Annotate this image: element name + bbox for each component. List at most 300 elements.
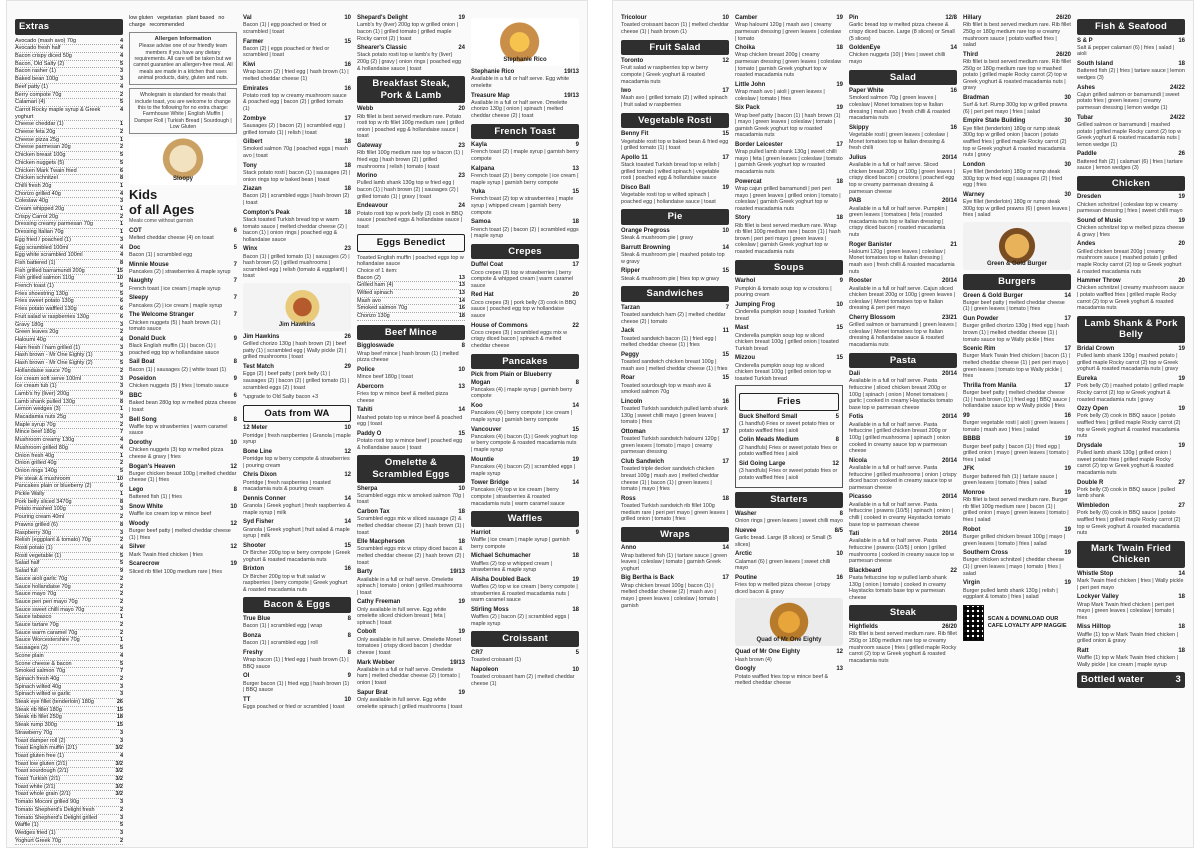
menu-item-price: 8: [835, 437, 839, 444]
photo-quad-hash-brown: Quad of Mr One Eighty: [735, 598, 843, 646]
extra-name: Mushroom creamy 130g: [15, 437, 75, 444]
menu-item-price: 14: [458, 407, 465, 414]
menu-item: [621, 352, 729, 373]
extra-price: 3: [119, 737, 123, 744]
extra-name: Steak rump 300g: [15, 722, 57, 729]
menu-item-description: Rib fillet is best served medium rare. Burger rib fillet 100g medium rare | bacon (1) | grilled onion | mayo | green leaves | tomato | fries | salad: [963, 497, 1069, 524]
menu-item-header: [357, 106, 465, 113]
extra-name: Waffle (1): [15, 822, 39, 829]
menu-item-price: 24/22: [1169, 114, 1185, 121]
menu-item-name: Camber: [735, 15, 758, 21]
menu-item: [243, 425, 351, 446]
menu-item-description: Available in a full or half serve. Pasta fettuccine | sliced chicken breast 200g or 100g | spinach | onion | Monet tomatoes | garlic | cooked in creamy Haystacks tomato base top w parmesan cheese: [849, 378, 953, 411]
extra-price: 1: [119, 491, 123, 498]
menu-item-header: [621, 15, 729, 22]
menu-item-description: (2 handfuls) Fries or sweet potato fries or potato waffled fries | aioli: [739, 444, 838, 458]
menu-item-name: Zombye: [243, 115, 267, 122]
extra-name: Fish grilled barramundi 200g: [15, 267, 85, 274]
menu-item-description: Wrap haloumi 120g | mash avo | creamy parmesan dressing | green leaves | coleslaw | tomato: [735, 22, 842, 42]
menu-item-header: [621, 328, 729, 335]
menu-item-name: Test Match: [243, 364, 274, 371]
menu-item-name: Ross: [621, 495, 636, 502]
menu-item-price: 16: [722, 398, 729, 405]
menu-item-name: Winx: [243, 246, 258, 253]
menu-item-name: Compton's Peak: [243, 209, 290, 216]
menu-item: [243, 334, 351, 361]
extra-name: Raspberry 30g: [15, 529, 52, 536]
extra-row: [15, 607, 123, 615]
menu-item-header: [243, 566, 351, 573]
menu-item-header: [243, 543, 351, 550]
menu-item: [243, 519, 351, 540]
menu-item-price: 22: [572, 322, 579, 329]
extra-price: 5: [119, 645, 123, 652]
menu-item: [1077, 115, 1185, 149]
menu-item: [471, 480, 579, 507]
menu-item: [621, 155, 729, 182]
menu-item-description: Vegetable rosti top w wilted spinach | poached egg | hollandaise sauce | toast: [621, 192, 716, 205]
menu-item-description: (3 handfuls) Fries or sweet potato fries or potato waffled fries | aioli: [739, 468, 838, 481]
qr-code-icon: [963, 605, 984, 641]
menu-item-price: 12: [230, 463, 237, 470]
menu-item: [849, 414, 957, 454]
menu-item-name: Choika: [735, 45, 756, 52]
extra-price: 3: [119, 506, 123, 513]
menu-item-price: 17: [344, 115, 351, 122]
dietary-legend: [129, 15, 237, 28]
menu-item-description: Fries top w melted pizza cheese | crispy diced bacon & gravy: [735, 582, 831, 595]
menu-item-header: [735, 551, 843, 558]
menu-item-description: French toast (2) | berry compote | ice cream | maple syrup | garnish berry compote: [471, 172, 579, 186]
extra-name: Fish grilled salmon 110g: [15, 275, 75, 282]
menu-item-description: Wrap chicken breast 200g | creamy parmesan dressing | green leaves | coleslaw | tomato | garnish Greek yoghurt top w roasted macadamia nuts: [735, 52, 842, 79]
menu-item-header: [1077, 115, 1185, 122]
menu-item-price: 6: [233, 393, 237, 400]
extra-name: Cheese parmesan 20g: [15, 144, 71, 151]
extra-row: [15, 684, 123, 692]
menu-item-name: Freshy: [243, 649, 263, 656]
menu-item-price: 19: [458, 689, 465, 696]
extra-row: [15, 545, 123, 553]
extra-price: 5: [119, 159, 123, 166]
menu-item-price: 10: [230, 440, 237, 447]
menu-item-name: COT: [129, 227, 142, 234]
extra-price: 1: [119, 406, 123, 413]
menu-item-price: 20: [1178, 241, 1185, 248]
menu-item: [243, 616, 351, 630]
extra-row: [15, 360, 123, 368]
menu-item-description: Stack potato rosti top w lamb's fry (liver) 200g (2) | gravy | onion rings | poached egg & hollandaise sauce | toast: [357, 52, 461, 72]
extra-price: 7: [119, 429, 123, 436]
menu-item-header: [471, 166, 579, 173]
menu-item: [129, 393, 237, 414]
menu-item-description: Available in a full or half serve. Pasta fettuccine | grilled chicken breast 200g or 100g | grilled mushrooms | spinach | onion cooked in creamy sauce top w parmesan cheese: [849, 421, 950, 455]
menu-item-price: 16: [344, 85, 351, 92]
extra-name: French toast (1): [15, 283, 54, 290]
menu-item-header: [735, 302, 843, 309]
extra-price: 2: [119, 629, 123, 636]
menu-item-name: Dennis Conner: [243, 495, 286, 502]
menu-item-price: 19: [1178, 194, 1185, 201]
menu-item: [357, 599, 465, 626]
menu-item: [963, 52, 1071, 92]
menu-item-price: 11: [722, 328, 729, 335]
menu-item-name: Monroe: [963, 489, 985, 496]
column-info-kids: [129, 15, 237, 837]
extra-name: Cheese cheddar (1): [15, 121, 64, 128]
menu-item-price: 20/14: [941, 371, 957, 378]
menu-item-header: [129, 312, 237, 319]
menu-item-header: [621, 575, 729, 582]
menu-item-name: Carbon Tax: [357, 509, 390, 516]
extra-row: [15, 553, 123, 561]
menu-item-header: [963, 192, 1071, 199]
column-toast-pancakes: [471, 15, 579, 837]
extra-price: 3: [119, 729, 123, 736]
extra-row: [15, 214, 123, 222]
menu-item-description: Toasted sandwich ham (2) | melted cheddar cheese (2) | tomato: [621, 312, 726, 325]
menu-item-header: [1077, 624, 1185, 631]
menu-item-description: French toast (2) top w strawberries | maple syrup | whipped cream | garnish berry compote: [471, 196, 574, 216]
extra-price: 5: [119, 822, 123, 829]
menu-item-description: Chicken schnitzel | coleslaw top w creamy parmesan dressing | fries | sweet chilli mayo: [1077, 201, 1183, 215]
menu-item-description: Toasted sandwich bacon (1) | fried egg | melted cheddar cheese (1) | fries: [621, 335, 717, 349]
menu-item-header: [735, 649, 843, 656]
extra-price: 3/2: [115, 783, 123, 790]
extra-row: [15, 622, 123, 630]
menu-item-description: Vegetable rosti | green leaves | coleslaw | Monet tomatoes top w Italian dressing & fresh chilli: [849, 132, 948, 152]
menu-item-description: Burger grilled chicken breast 100g | mayo | green leaves | tomato | fries | salad: [963, 533, 1066, 547]
menu-item-price: 19: [458, 629, 465, 636]
menu-item-price: 8: [233, 359, 237, 366]
extra-name: Tomato Shepherd's Delight fresh: [15, 806, 95, 813]
menu-item: [357, 486, 465, 507]
menu-item-name: Paddy O: [357, 430, 382, 437]
menu-item-price: 30: [1064, 118, 1071, 125]
extra-name: Chicken nuggets (5): [15, 159, 65, 166]
menu-item-header: [739, 414, 839, 421]
menu-item-description: Rib fillet is best served medium rare. Wrap rib fillet 100g medium rare | bacon (1) | hash brown | peri peri mayo | green leaves | coleslaw | garnish Greek yoghurt top w roasted macadamia nuts: [735, 222, 841, 256]
menu-item-description: Available in a full or half serve. Omelette ham | melted cheddar cheese (2) | tomato | onion | toast: [357, 666, 460, 686]
menu-item-price: 5: [835, 413, 839, 420]
section-header: Lamb Shank & Pork Belly: [1077, 316, 1185, 343]
menu-item: [471, 292, 579, 319]
menu-item-description: Toasted Turkish sandwich haloumi 120g | green leaves | tomato | mayo | creamy parmesan dressing: [621, 436, 720, 456]
menu-item-description: Scrambled eggs mix w sliced sausage (2) & melted cheddar cheese (2) | hash brown (1) | toast: [357, 516, 465, 536]
extra-row: [15, 368, 123, 376]
menu-item-price: 14: [1178, 570, 1185, 577]
extra-price: 4: [119, 190, 123, 197]
menu-item-description: Burger beef patty | bacon (1) | fried egg | grilled onion | mayo | green leaves | tomato | fries | salad: [963, 443, 1069, 463]
extra-name: Sauce tartare 70g: [15, 622, 59, 629]
menu-item-price: 10: [344, 15, 351, 21]
extra-price: 8: [119, 175, 123, 182]
menu-item: [1077, 594, 1185, 621]
menu-item-description: Wrap bacon (2) | fried egg | hash brown (1) | melted cheddar cheese (1): [243, 69, 349, 82]
menu-item: [243, 86, 351, 113]
menu-item-name: Paper White: [849, 88, 884, 95]
menu-item-name: Mark Webber: [357, 659, 395, 666]
menu-item-header: [471, 553, 579, 560]
extra-row: [15, 229, 123, 237]
extra-price: 2: [119, 144, 123, 151]
menu-item-header: [129, 561, 237, 568]
menu-item-description: Available in a full or half serve. Cajun sliced chicken breast 200g or 100g | green leaves | coleslaw | Monet tomatoes top w Italian dressing & peri peri mayo: [849, 285, 956, 312]
menu-item-description: Toasted Turkish sandwich rib fillet 100g medium rare | peri peri mayo | green leaves | grilled onion | tomato | fries: [621, 503, 728, 523]
menu-item: [735, 15, 843, 42]
menu-item-name: JFK: [963, 466, 975, 473]
menu-item-description: Toasted sandwich chicken breast 100g | mash avo | melted cheddar cheese (1) | fries: [621, 359, 728, 372]
menu-item: [849, 155, 957, 195]
menu-item: [739, 461, 839, 482]
extra-name: Fruit salad w raspberries 130g: [15, 313, 89, 320]
menu-item-description: Only available in full serve. Egg white omelette spinach | grilled mushrooms | toast: [357, 696, 463, 710]
menu-item: [849, 315, 957, 349]
menu-item-description: Battered fish (2) | calamari (6) | fries | tartare sauce | lemon wedges (3): [1077, 158, 1183, 172]
extra-price: 2: [119, 622, 123, 629]
menu-item: [735, 355, 843, 382]
menu-item-name: Jumping Frog: [735, 301, 775, 308]
menu-item-description: Pulled lamb shank 130g | grilled onion | sweet potato fries | grilled maple Rocky carrot (2) top w Greek yoghurt & roasted macadamia nuts: [1077, 450, 1174, 476]
menu-item-description: Cajun grilled salmon or barramundi | sweet potato fries | green leaves | creamy parmesan dressing | lemon wedge (1): [1077, 91, 1180, 112]
menu-item-description: Only available in full serve. Omelette Monet tomatoes | crispy diced bacon | cheddar cheese | toast: [357, 636, 461, 656]
menu-item-header: [735, 142, 843, 149]
menu-item-description: Burger beef patty | melted cheddar cheese (1) | green leaves | tomato | fries: [963, 299, 1065, 313]
menu-item-header: [621, 429, 729, 436]
menu-item-header: [243, 673, 351, 680]
extra-row: [15, 784, 123, 792]
extra-row: [15, 337, 123, 345]
menu-item-header: [357, 384, 465, 391]
extra-row: [15, 568, 123, 576]
extra-name: Maple syrup 70g: [15, 421, 56, 428]
extra-row: [15, 399, 123, 407]
menu-item-header: [471, 93, 579, 100]
extra-row: [15, 830, 123, 838]
extra-row: [15, 645, 123, 653]
extra-name: Toast damper roll (2): [15, 737, 66, 744]
extra-name: Chorizo grilled 40g: [15, 190, 61, 197]
menu-item-header: [357, 407, 465, 414]
column-fruit-sandwiches: [621, 15, 729, 837]
menu-item: [849, 494, 957, 528]
menu-item-name: Bradman: [963, 94, 990, 101]
extra-row: [15, 206, 123, 214]
menu-item-description: Eye fillet (tenderloin) 180g or rump steak 300g top w grilled prawns (6) | green leaves | fries | salad: [963, 199, 1071, 219]
menu-item-price: 19: [458, 599, 465, 606]
menu-item-header: [1077, 61, 1185, 68]
menu-item: [735, 649, 843, 663]
menu-item-header: [621, 155, 729, 162]
extra-price: 2: [119, 514, 123, 521]
menu-item: [1077, 151, 1185, 172]
extra-name: Tomato Moconi grilled 90g: [15, 799, 80, 806]
menu-item-name: Googly: [735, 666, 756, 673]
section-header: Breakfast Steak, Pork & Lamb: [357, 76, 465, 103]
menu-item-header: [621, 268, 729, 275]
menu-item-price: 18: [1178, 624, 1185, 631]
menu-item: [739, 437, 839, 458]
extra-row: [15, 714, 123, 722]
extra-name: Tomato Shepherd's Delight grilled: [15, 814, 98, 821]
extra-name: Sauce Worcestershire 70g: [15, 637, 80, 644]
section-header: Steak: [849, 605, 957, 621]
extra-name: Hash brown - Mr One Eighty (2): [15, 360, 93, 367]
menu-item-name: Scenic Rim: [963, 346, 996, 353]
menu-item-description: Waffle top w strawberries | warm caramel sauce: [129, 423, 228, 437]
menu-item-description: Eggs (2) | beef patty | pork belly (1) | sausages (2) | bacon (2) | grilled tomato (1) | scrambled eggs (2) | toast: [243, 371, 350, 391]
menu-item-description: Bacon (1) | egg poached or fried or scrambled | toast: [243, 22, 327, 35]
menu-item: [849, 278, 957, 312]
menu-item-header: [357, 203, 465, 210]
menu-item-price: 18: [836, 45, 843, 52]
extra-row: [15, 38, 123, 46]
menu-item-description: Pasta fettuccine top w pulled lamb shank 130g | onion | tomato | cooked in creamy Haystacks tomato base top w parmesan cheese: [849, 575, 947, 601]
menu-item: [357, 15, 465, 42]
menu-item: [621, 496, 729, 523]
menu-item-name: Sherpa: [357, 485, 378, 492]
section-header: Burgers: [963, 274, 1071, 290]
menu-item-header: [621, 399, 729, 406]
menu-item-price: 10: [572, 666, 579, 673]
extra-price: 2: [119, 837, 123, 844]
extra-name: Spinach wilted 40g: [15, 683, 62, 690]
extra-price: 4: [119, 83, 123, 90]
menu-item-description: Chicken nuggets (3) top w melted pizza cheese & gravy | fries: [129, 447, 224, 460]
menu-item: [357, 431, 465, 452]
extra-name: Green leaves 20g: [15, 329, 59, 336]
extra-price: 8: [119, 498, 123, 505]
menu-item-description: French toast (2) | bacon (2) | scrambled eggs | maple syrup: [471, 226, 579, 240]
section-header: Starters: [735, 492, 843, 508]
menu-item-price: 9: [839, 278, 843, 285]
menu-item-header: [621, 185, 729, 192]
menu-item-price: 23: [458, 143, 465, 150]
menu-item-price: 30: [1064, 191, 1071, 198]
menu-item-name: Sleepy: [129, 295, 149, 302]
extra-price: 3/2: [115, 760, 123, 767]
menu-item-description: Wrap bacon (1) | fried egg | hash brown (1) | BBQ sauce: [243, 657, 349, 670]
extra-row: [15, 298, 123, 306]
section-header: Beef Mince: [357, 325, 465, 341]
menu-item: [849, 15, 957, 42]
extra-price: 10: [116, 475, 123, 482]
extra-name: Bacon (2): [357, 274, 381, 281]
extra-row: [15, 445, 123, 453]
menu-item-price: 24/22: [1169, 84, 1185, 91]
menu-item-name: Story: [735, 215, 751, 222]
menu-item-header: [471, 427, 579, 434]
menu-item-price: 12: [230, 544, 237, 551]
menu-item-header: [963, 118, 1071, 125]
menu-item: [735, 278, 843, 299]
extra-row: [15, 776, 123, 784]
menu-item: [1077, 346, 1185, 373]
menu-item-name: Woody: [129, 520, 149, 527]
menu-item-name: Roger Banister: [849, 241, 893, 248]
menu-item-name: Stephanie Rico: [471, 69, 515, 75]
menu-item-name: Orange Pregross: [621, 227, 670, 234]
menu-item-description: Vegetable rosti top w baked bean & fried egg | grilled tomato (1) | toast: [621, 138, 729, 152]
extra-price: 6: [119, 167, 123, 174]
menu-item-header: [129, 295, 237, 302]
menu-item-header: [735, 82, 843, 89]
section-header: French Toast: [471, 124, 579, 140]
menu-item-header: [735, 575, 843, 582]
extra-row: [15, 807, 123, 815]
menu-item-price: 18: [572, 606, 579, 613]
menu-item: [849, 198, 957, 238]
section-header: Bacon & Eggs: [243, 597, 351, 613]
menu-item-description: Coco crepes (3) | scrambled eggs mix w crispy diced bacon | spinach & melted cheddar cheese: [471, 329, 568, 350]
menu-item-header: [471, 457, 579, 464]
menu-item-price: 17: [722, 575, 729, 582]
menu-item-price: 19/13: [563, 69, 579, 75]
menu-item-price: 14: [344, 519, 351, 526]
extra-row: [15, 476, 123, 484]
menu-item-name: 12 Meter: [243, 425, 268, 432]
extra-name: Toast sourdough (2/1): [15, 768, 69, 775]
menu-item-price: 15: [572, 426, 579, 433]
menu-item: [963, 383, 1071, 410]
extra-name: Bacon, Old Salty (2): [15, 60, 65, 67]
menu-item-name: Jack: [621, 328, 635, 335]
menu-item-header: [735, 666, 843, 673]
menu-item-name: Jim Hawkins: [243, 333, 280, 340]
extra-price: 16: [458, 305, 465, 312]
extra-row: [357, 282, 465, 290]
menu-item: [471, 427, 579, 454]
menu-item-description: (1 handful) Fries or sweet potato fries or potato waffled fries | aioli: [739, 421, 835, 434]
menu-item-description: Cinderella pumpkin soup | toasted Turkish bread: [735, 309, 836, 322]
menu-item-price: 19/13: [449, 659, 465, 666]
menu-item: [1077, 503, 1185, 537]
extra-price: 4: [119, 337, 123, 343]
menu-item-header: [471, 607, 579, 614]
menu-item: [621, 305, 729, 326]
menu-item-description: Salt & pepper calamari (6) | fries | salad | aioli: [1077, 44, 1175, 58]
section-header: Wraps: [621, 527, 729, 543]
kids-title: Kids: [129, 187, 158, 203]
menu-item-name: Blackbeard: [849, 567, 882, 574]
legend-plantbased: plant based: [186, 15, 215, 21]
menu-item-price: 12: [832, 460, 839, 467]
menu-item-header: [243, 616, 351, 623]
menu-item: [621, 228, 729, 242]
menu-item-description: Available in a full or half serve. Pasta fettuccine | grilled mushrooms | onion | crispy diced bacon cooked in creamy sauce top w parmesan cheese: [849, 465, 957, 491]
menu-item: [963, 118, 1071, 158]
menu-item-description: Grilled chicken breast 200g | creamy mushroom sauce | mashed potato | grilled maple Rocky carrot (2) top w Greek yoghurt & roasted macadamia nuts: [1077, 248, 1182, 275]
menu-item-header: [357, 690, 465, 697]
menu-item-description: Chicken schnitzel top w melted pizza cheese & gravy | fries: [1077, 225, 1184, 238]
menu-item-price: 5: [233, 244, 237, 251]
menu-item-header: [1077, 480, 1185, 487]
menu-item: [129, 521, 237, 542]
menu-item-header: [849, 624, 957, 631]
menu-item-price: 8: [839, 511, 843, 518]
menu-item-price: 20/14: [941, 457, 957, 464]
menu-item-description: French toast (2) | maple syrup | garnish berry compote: [471, 149, 579, 163]
extra-price: 10: [116, 275, 123, 282]
menu-item-price: 21: [950, 241, 957, 248]
menu-item-description: Pork belly (6) cook in BBQ sauce | potato waffled fries | grilled maple Rocky carrot (2) top w Greek yoghurt & roasted macadamia nuts: [1077, 510, 1181, 537]
menu-item: [963, 550, 1071, 577]
menu-item-price: 15: [344, 542, 351, 549]
menu-item: [735, 551, 843, 572]
menu-item: [357, 407, 465, 428]
menu-item-header: [1077, 218, 1185, 225]
menu-item-price: 12: [836, 649, 843, 656]
